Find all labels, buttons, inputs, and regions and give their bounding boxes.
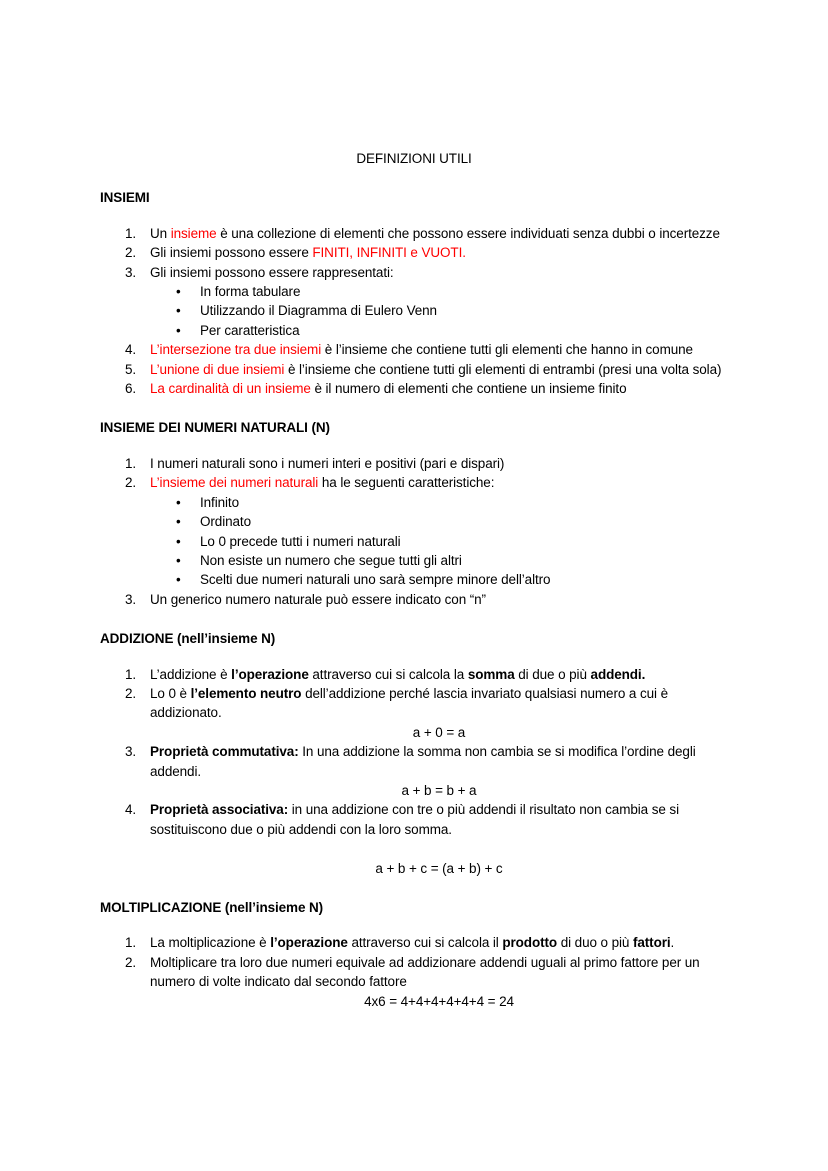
list-item-line bbox=[150, 953, 728, 992]
list-item-line bbox=[150, 742, 728, 781]
bullet-item bbox=[150, 570, 728, 589]
list-item bbox=[100, 224, 728, 243]
list-item bbox=[100, 454, 728, 473]
list-item bbox=[100, 379, 728, 398]
list-number: 1. bbox=[125, 455, 137, 471]
numbered-list bbox=[100, 224, 728, 399]
text-segment: è una collezione di elementi che possono essere individuati senza dubbi o incertezze bbox=[216, 225, 720, 241]
list-item-line bbox=[150, 800, 728, 839]
bullet-marker-icon: • bbox=[176, 552, 181, 568]
bullet-text: Lo 0 precede tutti i numeri naturali bbox=[200, 533, 401, 549]
list-item-text bbox=[150, 684, 728, 742]
formula-line: a + 0 = a bbox=[412, 724, 466, 740]
section-heading-numeri-naturali: INSIEME DEI NUMERI NATURALI (N) bbox=[100, 420, 330, 436]
list-item-line bbox=[150, 684, 728, 723]
list-item bbox=[100, 684, 728, 742]
list-item bbox=[100, 340, 728, 359]
list-number: 3. bbox=[125, 264, 137, 280]
section-moltiplicazione bbox=[100, 898, 728, 1011]
bullet-marker-icon: • bbox=[176, 284, 181, 300]
section-heading-insiemi: INSIEMI bbox=[100, 190, 150, 206]
list-number: 6. bbox=[125, 381, 137, 397]
text-segment: L’intersezione tra due insiemi bbox=[150, 342, 322, 358]
list-item-text bbox=[150, 224, 728, 243]
text-segment: l’elemento neutro bbox=[190, 685, 302, 701]
list-item bbox=[100, 665, 728, 684]
bullet-item bbox=[150, 321, 728, 340]
list-number: 1. bbox=[125, 225, 137, 241]
text-segment: Proprietà associativa: bbox=[150, 802, 289, 818]
formula-line: a + b + c = (a + b) + c bbox=[375, 860, 503, 876]
text-segment: somma bbox=[467, 666, 515, 682]
list-item-text bbox=[150, 473, 728, 589]
bullet-marker-icon: • bbox=[176, 514, 181, 530]
text-segment: La cardinalità di un insieme bbox=[150, 381, 311, 397]
list-number: 2. bbox=[125, 954, 137, 970]
list-item-text bbox=[150, 454, 728, 473]
numbered-list bbox=[100, 933, 728, 1011]
list-item-line bbox=[150, 473, 728, 492]
text-segment: l’operazione bbox=[270, 935, 348, 951]
list-item-text bbox=[150, 379, 728, 398]
section-numeri-naturali bbox=[100, 418, 728, 609]
bullet-marker-icon: • bbox=[176, 322, 181, 338]
text-segment: è l’insieme che contiene tutti gli elementi di entrambi (presi una volta sola) bbox=[284, 361, 722, 377]
text-segment: Proprietà commutativa: bbox=[150, 744, 299, 760]
numbered-list bbox=[100, 454, 728, 609]
list-item-text bbox=[150, 590, 728, 609]
list-number: 4. bbox=[125, 802, 137, 818]
list-item-text bbox=[150, 263, 728, 341]
bullet-list bbox=[150, 282, 728, 340]
list-item bbox=[100, 590, 728, 609]
text-segment: attraverso cui si calcola il bbox=[347, 935, 503, 951]
list-item bbox=[100, 933, 728, 952]
list-item-text bbox=[150, 933, 728, 952]
bullet-marker-icon: • bbox=[176, 494, 181, 510]
bullet-item bbox=[150, 512, 728, 531]
formula-line: 4x6 = 4+4+4+4+4+4 = 24 bbox=[364, 993, 514, 1009]
section-heading-addizione: ADDIZIONE (nell’insieme N) bbox=[100, 631, 276, 647]
document-content bbox=[100, 149, 728, 1011]
list-number: 2. bbox=[125, 685, 137, 701]
bullet-marker-icon: • bbox=[176, 303, 181, 319]
text-segment: insieme bbox=[170, 225, 217, 241]
text-segment: è l’insieme che contiene tutti gli elementi che hanno in comune bbox=[321, 342, 693, 358]
text-segment: L’addizione è bbox=[150, 666, 232, 682]
text-segment: l’operazione bbox=[231, 666, 309, 682]
bullet-item bbox=[150, 282, 728, 301]
list-item-text bbox=[150, 800, 728, 878]
bullet-item bbox=[150, 493, 728, 512]
text-segment: Un generico numero naturale può essere indicato con “n” bbox=[150, 591, 486, 607]
text-segment: FINITI, INFINITI e VUOTI. bbox=[312, 245, 466, 261]
list-item-text bbox=[150, 243, 728, 262]
text-segment: è il numero di elementi che contiene un insieme finito bbox=[310, 381, 627, 397]
text-segment: in una addizione con tre o più addendi il risultato non cambia se si sostituiscono due o più addendi con la loro somma. bbox=[150, 802, 679, 837]
bullet-text: In forma tabulare bbox=[200, 284, 301, 300]
text-segment: Lo 0 è bbox=[150, 685, 191, 701]
text-segment: La moltiplicazione è bbox=[150, 935, 271, 951]
text-segment: di due o più bbox=[514, 666, 591, 682]
text-segment: dell’addizione perché lascia invariato qualsiasi numero a cui è addizionato. bbox=[150, 685, 668, 721]
bullet-text: Ordinato bbox=[200, 514, 251, 530]
list-number: 2. bbox=[125, 245, 137, 261]
list-item-text bbox=[150, 360, 728, 379]
list-number: 3. bbox=[125, 591, 137, 607]
text-segment: attraverso cui si calcola la bbox=[308, 666, 468, 682]
list-item-text bbox=[150, 953, 728, 1011]
text-segment: L’unione di due insiemi bbox=[150, 361, 285, 377]
list-item-text bbox=[150, 340, 728, 359]
list-number: 5. bbox=[125, 361, 137, 377]
bullet-text: Scelti due numeri naturali uno sarà sempre minore dell’altro bbox=[200, 572, 551, 588]
text-segment: fattori bbox=[632, 935, 671, 951]
text-segment: prodotto bbox=[502, 935, 558, 951]
list-item bbox=[100, 742, 728, 800]
document-title: DEFINIZIONI UTILI bbox=[356, 151, 472, 166]
list-item-text bbox=[150, 742, 728, 800]
list-number: 3. bbox=[125, 744, 137, 760]
bullet-text: Per caratteristica bbox=[200, 322, 300, 338]
list-number: 1. bbox=[125, 935, 137, 951]
bullet-item bbox=[150, 301, 728, 320]
bullet-text: Utilizzando il Diagramma di Eulero Venn bbox=[200, 303, 437, 319]
list-number: 2. bbox=[125, 475, 137, 491]
list-number: 4. bbox=[125, 342, 137, 358]
text-segment: Gli insiemi possono essere bbox=[150, 245, 313, 261]
text-segment: L’insieme dei numeri naturali bbox=[150, 475, 319, 491]
list-number: 1. bbox=[125, 666, 137, 682]
list-item bbox=[100, 243, 728, 262]
list-item bbox=[100, 953, 728, 1011]
section-heading-moltiplicazione: MOLTIPLICAZIONE (nell’insieme N) bbox=[100, 899, 324, 915]
text-segment: I numeri naturali sono i numeri interi e positivi (pari e dispari) bbox=[150, 455, 505, 471]
list-item bbox=[100, 360, 728, 379]
bullet-text: Non esiste un numero che segue tutti gli altri bbox=[200, 552, 462, 568]
bullet-list bbox=[150, 493, 728, 590]
section-addizione bbox=[100, 629, 728, 878]
list-item bbox=[100, 800, 728, 878]
text-segment: di duo o più bbox=[557, 935, 633, 951]
bullet-text: Infinito bbox=[200, 494, 239, 510]
text-segment: Un bbox=[150, 225, 171, 241]
text-segment: ha le seguenti caratteristiche: bbox=[318, 475, 495, 491]
list-item-line bbox=[150, 263, 728, 282]
list-item bbox=[100, 473, 728, 589]
bullet-item bbox=[150, 551, 728, 570]
text-segment: Moltiplicare tra loro due numeri equivale ad addizionare addendi uguali al primo fattore per un numero di volte indicato dal secondo fattore bbox=[150, 954, 700, 990]
text-segment: In una addizione la somma non cambia se si modifica l’ordine degli addendi. bbox=[150, 744, 696, 779]
text-segment: addendi. bbox=[590, 666, 646, 682]
numbered-list bbox=[100, 665, 728, 878]
text-segment: Gli insiemi possono essere rappresentati: bbox=[150, 264, 394, 280]
bullet-item bbox=[150, 532, 728, 551]
bullet-marker-icon: • bbox=[176, 572, 181, 588]
text-segment: . bbox=[670, 935, 675, 951]
formula-line: a + b = b + a bbox=[401, 782, 477, 798]
section-insiemi bbox=[100, 188, 728, 398]
list-item-text bbox=[150, 665, 728, 684]
list-item bbox=[100, 263, 728, 341]
bullet-marker-icon: • bbox=[176, 533, 181, 549]
